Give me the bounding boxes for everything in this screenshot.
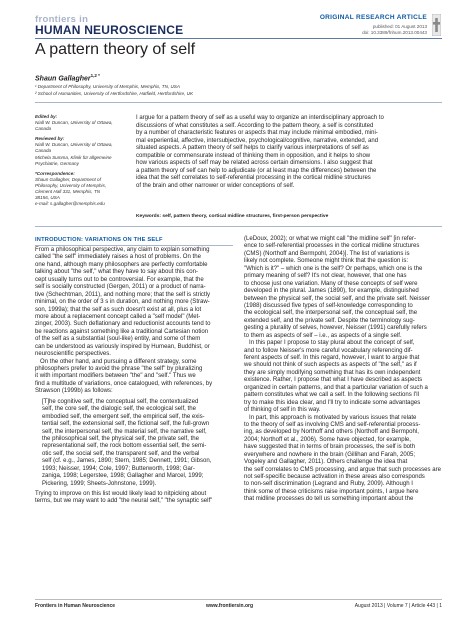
correspondence-line: Clement Hall 331, Memphis, TN bbox=[35, 189, 101, 195]
keywords: Keywords: self, pattern theory, cortical midline structures, first-person perspective bbox=[136, 214, 329, 219]
body-line: tive (Schechtman, 2011), and nothing more; that the self is strictly bbox=[35, 291, 210, 298]
body-line: (1988) discussed five types of self-knowledge corresponding to bbox=[244, 302, 413, 309]
correspondence-label: *Correspondence: bbox=[35, 170, 75, 176]
body-line: cept usually turns out to be controversial. For example, that the bbox=[35, 276, 204, 283]
affiliation-1: ¹ Department of Philosophy, University of Memphis, Memphis, TN, USA bbox=[35, 84, 180, 89]
reviewed-by-label: Reviewed by: bbox=[35, 136, 65, 142]
article-type: ORIGINAL RESEARCH ARTICLE bbox=[319, 14, 427, 21]
body-line: (CMS) (Northoff and Bermpohl, 2004)]. The list of variations is bbox=[244, 250, 410, 257]
body-line: pattern constitutes what we call a self. In the following sections I'll bbox=[244, 392, 419, 399]
crossmark-icon[interactable] bbox=[432, 14, 441, 36]
quote-line: tential self, the extensional self, the fictional self, the full-grown bbox=[42, 421, 210, 428]
abstract-line: discussions of what constitutes a self. According to the pattern theory, a self is constituted bbox=[136, 122, 374, 129]
quote-line: self, the core self, the dialogic self, the ecological self, the bbox=[42, 406, 196, 413]
abstract-line: how various aspects of self may be related across certain dimensions. I also suggest that bbox=[136, 160, 373, 167]
body-line: In this paper I propose to stay plural about the concept of self, bbox=[244, 340, 415, 347]
correspondence-email[interactable]: e-mail: s.gallagher@memphis.edu bbox=[35, 201, 105, 207]
abstract-line: of the brain and other narrower or wider conceptions of self. bbox=[136, 182, 295, 189]
article-title: A pattern theory of self bbox=[35, 41, 196, 58]
doi[interactable]: doi: 10.3389/fnhum.2013.00443 bbox=[362, 30, 427, 35]
body-line: the ecological self, the interpersonal self, the conceptual self, the bbox=[244, 310, 418, 317]
body-line: In part, this approach is motivated by various issues that relate bbox=[244, 414, 417, 421]
editor-line: Canada bbox=[35, 126, 52, 132]
body-line: that midline processes do tell us something important about the bbox=[244, 496, 414, 503]
reviewer-line: Canada bbox=[35, 148, 52, 154]
editorial-sidebar bbox=[35, 114, 117, 207]
body-line: more about a replacement concept called a "self model" (Met- bbox=[35, 313, 201, 320]
journal-name-line1: frontiers in bbox=[35, 14, 89, 25]
body-line: self is socially constructed (Gergen, 2011) or a product of narra- bbox=[35, 284, 206, 291]
body-line: can be understood as variously inspired by Humean, Buddhist, or bbox=[35, 343, 210, 350]
footer-url[interactable]: www.frontiersin.org bbox=[206, 603, 254, 609]
footer-issue: August 2013 | Volume 7 | Article 443 | 1 bbox=[354, 603, 442, 609]
body-line: not self-specific because activation in these areas also corresponds bbox=[244, 474, 425, 480]
abstract-line: a pattern theory of self can help to adjudicate (or at least map the differences) between the bbox=[136, 167, 377, 174]
quote-line: otic self, the social self, the transparent self, and the verbal bbox=[42, 450, 200, 457]
body-line: philosophers prefer to avoid the phrase "the self" by pluralizing bbox=[35, 366, 203, 372]
editor-line: Niall W. Duncan, University of Ottawa, bbox=[35, 120, 113, 126]
body-line: Trying to improve on this list would likely lead to nitpicking about bbox=[35, 491, 207, 497]
footer-journal: Frontiers in Human Neuroscience bbox=[35, 603, 116, 609]
abstract-line: idea that the self correlates to self-referential processing in the cortical midline structures bbox=[136, 175, 371, 182]
correspondence-line: Philosophy, University of Memphis, bbox=[35, 182, 107, 188]
body-line: terms, but we may want to add "the neural self," "the synaptic self" bbox=[35, 498, 213, 505]
body-line: developed in the plural. James (1890), for example, distinguished bbox=[244, 288, 419, 295]
body-line: Vogeley and Gallagher, 2011). Others challenge the idea that bbox=[244, 459, 408, 466]
abstract-line: compatible or commensurate instead of thinking them in opposition, and it helps to show bbox=[136, 152, 371, 159]
body-line: primary meaning of self? It's not clear, however, that one has bbox=[244, 273, 407, 280]
affiliation-rule bbox=[35, 102, 442, 103]
body-line: the self correlates to CMS processing, and argue that such processes are bbox=[244, 466, 441, 473]
journal-name-line2: HUMAN NEUROSCIENCE bbox=[35, 23, 184, 37]
left-column bbox=[35, 247, 233, 506]
quote-line: embodied self, the emergent self, the empirical self, the exis- bbox=[42, 413, 205, 420]
body-line: zinger, 2003). Such deflationary and reductionist accounts tend to bbox=[35, 321, 211, 328]
abstract-line: by a number of characteristic features or aspects that may include minimal embodied, mini- bbox=[136, 130, 378, 137]
quote-line: the philosophical self, the physical self, the private self, the bbox=[42, 435, 199, 442]
body-line: likely not complete. Someone might think that the question is: bbox=[244, 258, 409, 265]
correspondence-line: Shaun Gallagher, Department of bbox=[35, 176, 101, 182]
body-line: try to make this idea clear, and I'll try to indicate some advantages bbox=[244, 399, 421, 406]
quote-line: self, the interpersonal self, the material self, the narrative self, bbox=[42, 428, 207, 435]
body-line: between the physical self, the social self, and the private self. Neisser bbox=[244, 295, 430, 302]
body-line: existence. Rather, I propose that what I have described as aspects bbox=[244, 377, 423, 384]
abstract-line: mal experiential, affective, intersubjective, psychological/cognitive, narrative, extended, and bbox=[136, 137, 379, 144]
header-rule bbox=[35, 38, 442, 39]
body-line: extended self, and the private self. Despite the terminology sug- bbox=[244, 317, 415, 324]
body-line: ence to self-referential processes in the cortical midline structures bbox=[244, 243, 420, 250]
body-line: On the other hand, and pursuing a different strategy, some bbox=[35, 358, 197, 365]
quote-line: self (cf. e.g., James, 1890; Stern, 1985; Dennett, 1991; Gibson, bbox=[42, 458, 212, 465]
quote-line: 1993; Neisser, 1994; Cole, 1997; Butterworth, 1998; Gar- bbox=[42, 465, 195, 472]
body-line: and to follow Neisser's more careful vocabulary referencing dif- bbox=[244, 347, 413, 354]
quote-line: Pickering, 1999; Sheets-Johnstone, 1999). bbox=[42, 480, 157, 487]
abstract-rule bbox=[35, 226, 442, 227]
body-line: 2004; Northoff et al., 2006). Some have objected, for example, bbox=[244, 436, 411, 443]
author-name[interactable] bbox=[35, 73, 100, 82]
body-line: From a philosophical perspective, any claim to explain something bbox=[35, 247, 210, 253]
body-line: gesting a plurality of selves, however, Neisser (1991) carefully refers bbox=[244, 325, 427, 332]
body-line: they are simply modifying something that has its own independent bbox=[244, 369, 421, 376]
body-line: (LeDoux, 2002); or what we might call "the midline self" [in refer- bbox=[244, 236, 416, 242]
body-line: it with important modifiers between "the" and "self." Thus we bbox=[35, 373, 196, 380]
body-line: be reactions against something like a traditional Cartesian notion bbox=[35, 328, 209, 335]
published-date: published: 01 August 2013 bbox=[372, 24, 427, 29]
body-line: to them as aspects of self – i.e., as aspects of a single self. bbox=[244, 332, 402, 339]
right-column bbox=[244, 236, 442, 504]
affiliation-2: ² School of Humanities, University of Hertfordshire, Hatfield, Hertfordshire, UK bbox=[35, 91, 194, 96]
quote-line: zaniga, 1998; Legerstee, 1998; Gallagher and Marcel, 1999; bbox=[42, 473, 204, 480]
quote-line: [T]he cognitive self, the conceptual self, the contextualized bbox=[42, 398, 199, 405]
body-line: "Which is it?" – which one is the self? Or perhaps, which one is the bbox=[244, 265, 423, 272]
body-line: minimal, on the order of 3 s in duration, and nothing more (Straw- bbox=[35, 299, 210, 306]
body-line: neuroscientific perspectives. bbox=[35, 351, 111, 358]
body-line: ing, as developed by Northoff and others (Northoff and Bermpohl, bbox=[244, 429, 419, 436]
body-line: one hand, although many philosophers are perfectly comfortable bbox=[35, 261, 208, 268]
body-line: have suggested that in terms of brain processes, the self is both bbox=[244, 444, 416, 451]
body-line: of thinking of self in this way. bbox=[244, 407, 321, 414]
body-line: everywhere and nowhere in the brain (Gillihan and Farah, 2005; bbox=[244, 451, 416, 458]
abstract-line: situated aspects. A pattern theory of self helps to clarify various interpretations of self as bbox=[136, 145, 369, 152]
body-line: find a multitude of variations, once catalogued, with references, by bbox=[35, 380, 213, 387]
edited-by-label: Edited by: bbox=[35, 114, 58, 119]
body-line: to non-self discrimination (Legrand and Ruby, 2009). Although I bbox=[244, 481, 413, 488]
body-line: to choose just one variation. Many of these concepts of self were bbox=[244, 280, 418, 287]
author-affiliation-marks: 1,2 * bbox=[90, 73, 100, 78]
block-quote bbox=[42, 399, 233, 488]
abstract bbox=[136, 115, 442, 190]
body-line: of the self as a substantial (soul-like) entity, and some of them bbox=[35, 336, 201, 343]
author-name-text: Shaun Gallagher bbox=[35, 75, 91, 83]
abstract-line: I argue for a pattern theory of self as a useful way to organize an interdisciplinary approach to bbox=[136, 115, 384, 121]
body-line: Strawson (1999b) as follows: bbox=[35, 388, 113, 395]
body-line: we should not think of such aspects as aspects of "the self," as if bbox=[244, 362, 417, 369]
reviewer-line: Niall W. Duncan, University of Ottawa, bbox=[35, 142, 113, 148]
body-line: son, 1999a); that the self as such doesn't exist at all, plus a lot bbox=[35, 306, 202, 313]
reviewer-line: Michela Summa, Klinik für allgemeine bbox=[35, 154, 112, 160]
body-line: ferent aspects of self. In this regard, however, I want to argue that bbox=[244, 355, 420, 361]
body-line: think some of these criticisms raise important points, I argue here bbox=[244, 488, 419, 495]
body-line: organized in certain patterns, and that a particular variation of such a bbox=[244, 384, 428, 391]
section-heading: INTRODUCTION: VARIATIONS ON THE SELF bbox=[35, 237, 163, 243]
body-line: to the theory of self as involving CMS and self-referential process- bbox=[244, 421, 421, 428]
correspondence-line: 38156, USA bbox=[35, 195, 60, 201]
reviewer-line: Psychiatrie, Germany bbox=[35, 160, 79, 166]
section-heading-rule bbox=[35, 245, 233, 246]
body-line: talking about "the self," what they have to say about this con- bbox=[35, 269, 198, 276]
footer-rule bbox=[35, 599, 442, 600]
body-line: called "the self" immediately raises a host of problems. On the bbox=[35, 254, 201, 261]
quote-line: representational self, the rock bottom essential self, the semi- bbox=[42, 443, 207, 450]
